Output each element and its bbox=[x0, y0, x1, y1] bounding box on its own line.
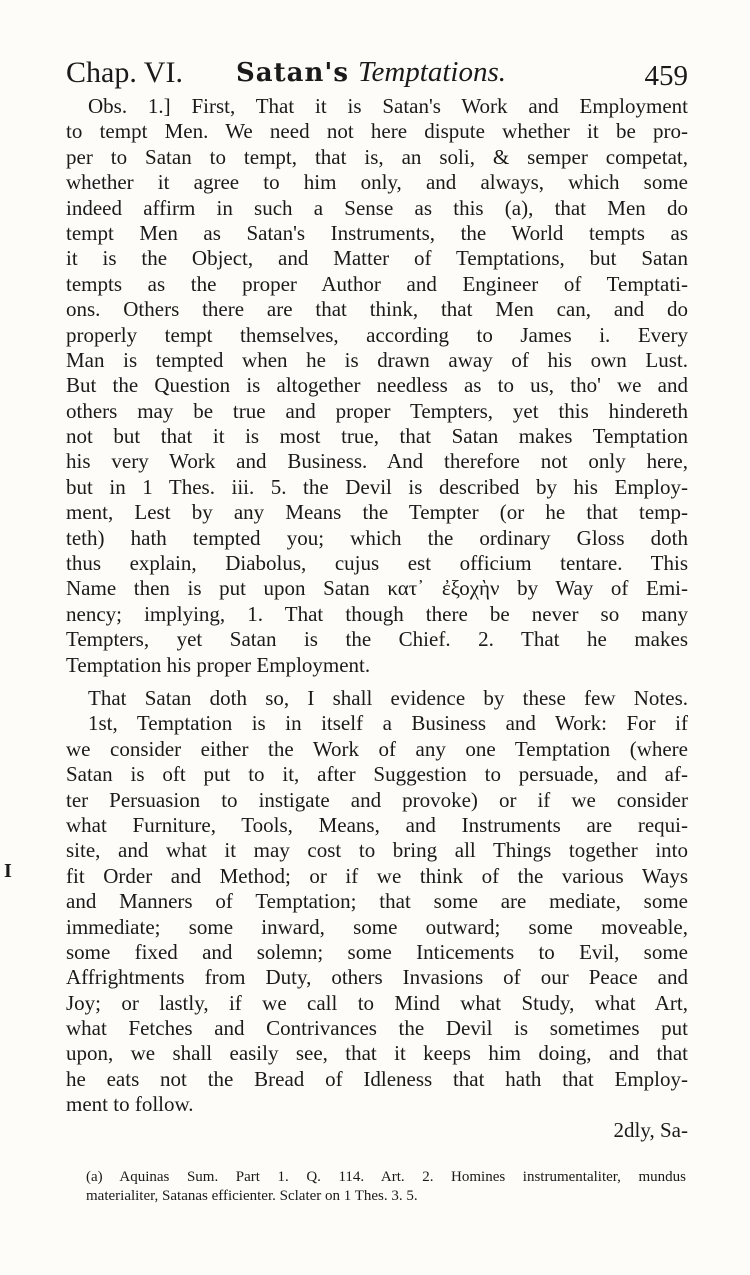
text-line: what Fetches and Contrivances the Devil is sometimes put bbox=[66, 1016, 688, 1041]
text-line: But the Question is altogether needless as to us, tho' we and bbox=[66, 373, 688, 398]
text-line: Affrightments from Duty, others Invasions of our Peace and bbox=[66, 965, 688, 990]
text-line: indeed affirm in such a Sense as this (a), that Men do bbox=[66, 195, 688, 220]
text-line: ment, Lest by any Means the Tempter (or he that temp- bbox=[66, 500, 688, 525]
text-line: Name then is put upon Satan κατ᾽ ἐξοχὴν by Way of Emi- bbox=[66, 576, 688, 601]
running-header bbox=[66, 50, 696, 98]
text-line: 1st, Temptation is in itself a Business and Work: For if bbox=[88, 711, 688, 736]
text-line: others may be true and proper Tempters, yet this hindereth bbox=[66, 398, 688, 423]
text-line: fit Order and Method; or if we think of the various Ways bbox=[66, 863, 688, 888]
text-line: Obs. 1.] First, That it is Satan's Work and Employment bbox=[88, 94, 688, 118]
text-line: not but that it is most true, that Satan makes Temptation bbox=[66, 424, 688, 449]
text-line: whether it agree to him only, and always, which some bbox=[66, 170, 688, 195]
footnote bbox=[86, 1168, 686, 1206]
catchword: 2dly, Sa- bbox=[613, 1117, 688, 1142]
text-line: but in 1 Thes. iii. 5. the Devil is described by his Employ- bbox=[66, 474, 688, 499]
text-line: it is the Object, and Matter of Temptations, but Satan bbox=[66, 246, 688, 271]
text-line: Temptation his proper Employment. bbox=[66, 652, 371, 677]
text-line: Satan is oft put to it, after Suggestion to persuade, and af- bbox=[66, 762, 688, 787]
text-line: Joy; or lastly, if we call to Mind what Study, what Art, bbox=[66, 990, 688, 1015]
text-line: nency; implying, 1. That though there be never so many bbox=[66, 601, 688, 626]
text-line: teth) hath tempted you; which the ordinary Gloss doth bbox=[66, 525, 688, 550]
text-line: tempt Men as Satan's Instruments, the World tempts as bbox=[66, 220, 688, 245]
text-line: he eats not the Bread of Idleness that hath that Employ- bbox=[66, 1066, 688, 1091]
text-line: some fixed and solemn; some Inticements to Evil, some bbox=[66, 939, 688, 964]
page-number: 459 bbox=[644, 60, 688, 92]
text-line: upon, we shall easily see, that it keeps him doing, and that bbox=[66, 1041, 688, 1066]
text-line: per to Satan to tempt, that is, an soli, & semper competat, bbox=[66, 144, 688, 169]
text-line: Tempters, yet Satan is the Chief. 2. That he makes bbox=[66, 627, 688, 652]
text-line: immediate; some inward, some outward; some moveable, bbox=[66, 914, 688, 939]
text-line: what Furniture, Tools, Means, and Instruments are requi- bbox=[66, 812, 688, 837]
text-line: we consider either the Work of any one Temptation (where bbox=[66, 736, 688, 761]
text-line: and Manners of Temptation; that some are mediate, some bbox=[66, 889, 688, 914]
text-line: tempts as the proper Author and Engineer of Temptati- bbox=[66, 271, 688, 296]
chapter-label: Chap. VI. bbox=[66, 56, 183, 89]
header-title: Temptations. bbox=[358, 56, 506, 88]
margin-mark: I bbox=[4, 860, 12, 882]
text-line: thus explain, Diabolus, cujus est officium tentare. This bbox=[66, 551, 688, 576]
text-line: ment to follow. bbox=[66, 1092, 194, 1117]
text-line: ons. Others there are that think, that Men can, and do bbox=[66, 297, 688, 322]
text-line: site, and what it may cost to bring all Things together into bbox=[66, 838, 688, 863]
text-line: Man is tempted when he is drawn away of his own Lust. bbox=[66, 347, 688, 372]
body-text bbox=[66, 94, 688, 1143]
footnote-line: materialiter, Satanas efficienter. Sclater on 1 Thes. 3. 5. bbox=[86, 1188, 418, 1204]
text-line: ter Persuasion to instigate and provoke) or if we consider bbox=[66, 787, 688, 812]
text-line: his very Work and Business. And therefore not only here, bbox=[66, 449, 688, 474]
text-line: That Satan doth so, I shall evidence by these few Notes. bbox=[88, 685, 688, 710]
text-line: to tempt Men. We need not here dispute whether it be pro- bbox=[66, 119, 688, 144]
paragraph-gap bbox=[66, 678, 688, 686]
header-blackletter-word: Satan's bbox=[236, 58, 349, 88]
footnote-line: (a) Aquinas Sum. Part 1. Q. 114. Art. 2. Homines instrumentaliter, mundus bbox=[86, 1169, 686, 1185]
text-line: properly tempt themselves, according to James i. Every bbox=[66, 322, 688, 347]
